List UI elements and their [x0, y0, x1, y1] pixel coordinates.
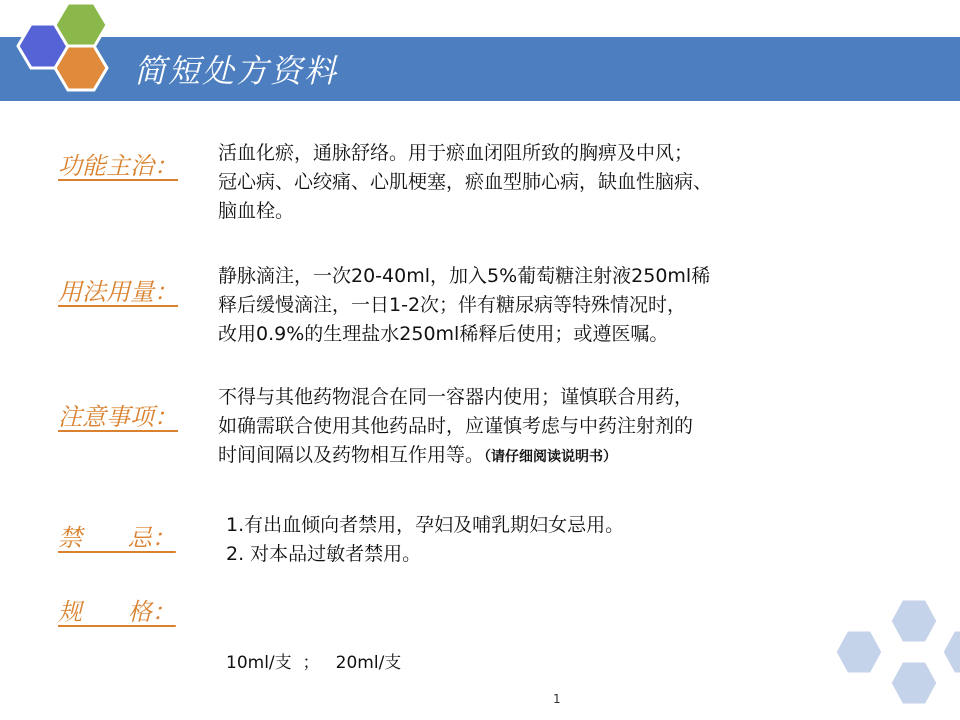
slide-title: 简短处方资料 — [134, 52, 339, 90]
content-line: 2. 对本品过敏者禁用。 — [226, 543, 422, 565]
light-hexagon — [890, 661, 938, 705]
orange-hexagon — [55, 46, 107, 90]
content-line: 不得与其他药物混合在同一容器内使用；谨慎联合用药， — [218, 386, 694, 408]
light-hexagon — [890, 599, 938, 643]
content-line: 活血化瘀，通脉舒络。用于瘀血闭阻所致的胸痹及中风； — [218, 142, 694, 164]
label-precautions: 注意事项： — [58, 403, 178, 431]
content-dosage — [218, 262, 710, 349]
label-contraindications: 禁 忌： — [58, 524, 176, 552]
content-contraindications — [226, 511, 624, 569]
content-line: 如确需联合使用其他药品时，应谨慎考虑与中药注射剂的 — [218, 415, 694, 437]
light-hexagon — [835, 630, 883, 674]
content-line: 脑血栓。 — [218, 200, 295, 222]
light-hexagon — [942, 630, 960, 674]
content-line: 1.有出血倾向者禁用，孕妇及哺乳期妇女忌用。 — [226, 514, 625, 536]
content-line — [218, 441, 693, 472]
content-specifications — [226, 591, 401, 707]
content-line: 静脉滴注，一次20-40ml，加入5%葡萄糖注射液250ml稀 — [218, 265, 711, 287]
content-line: 10ml/支 ； 20ml/支 — [226, 653, 402, 673]
label-indications: 功能主治： — [58, 152, 178, 180]
content-precautions — [218, 383, 693, 472]
content-text: 时间间隔以及药物相互作用等。 — [218, 444, 485, 466]
content-line: 释后缓慢滴注，一日1-2次；伴有糖尿病等特殊情况时， — [218, 294, 687, 316]
content-line: 冠心病、心绞痛、心肌梗塞，瘀血型肺心病，缺血性脑病、 — [218, 171, 713, 193]
label-dosage: 用法用量： — [58, 278, 178, 306]
content-indications — [218, 139, 712, 226]
hexagon-cluster-decoration — [0, 0, 120, 120]
green-hexagon — [55, 3, 107, 47]
hexagon-decoration-bottom-right — [830, 595, 960, 720]
label-specifications: 规 格： — [58, 598, 176, 626]
reminder-note: （请仔细阅读说明书） — [484, 449, 618, 465]
content-line: 改用0.9%的生理盐水250ml稀释后使用；或遵医嘱。 — [218, 323, 669, 345]
page-mark: 1 — [553, 692, 561, 706]
